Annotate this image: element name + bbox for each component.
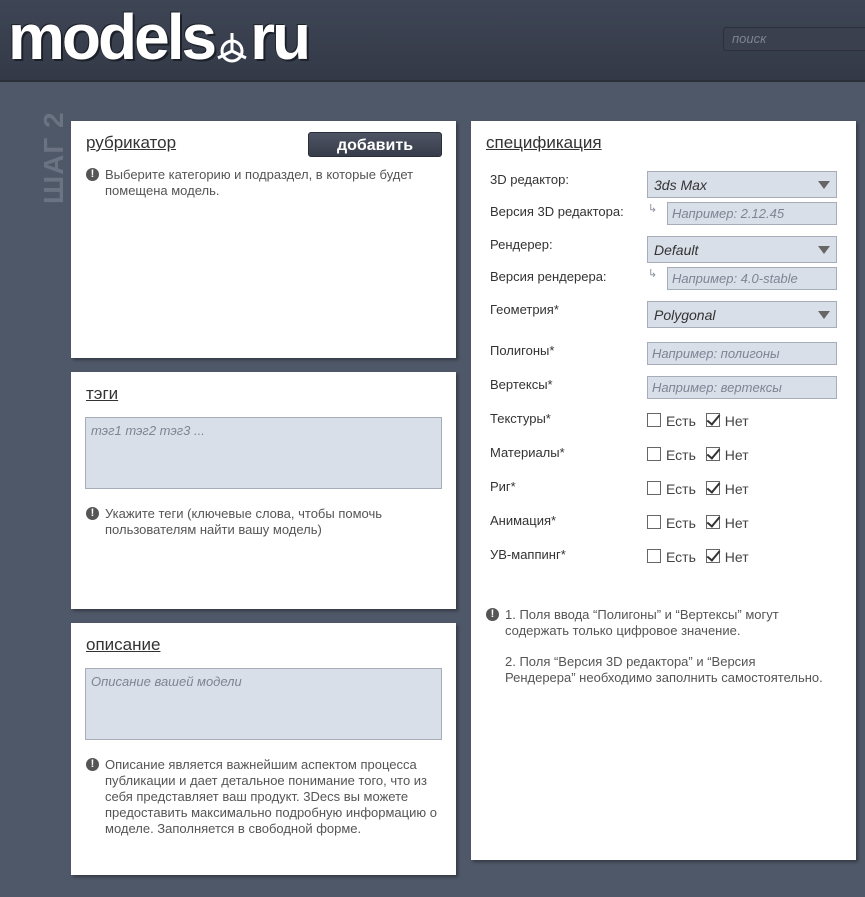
dropdown-arrow-icon [818,311,830,319]
add-category-button[interactable]: добавить [308,132,442,157]
textures-label: Текстуры* [490,411,551,426]
editor-version-input[interactable]: Например: 2.12.45 [667,202,837,225]
rubricator-title: рубрикатор [86,133,177,152]
specification-panel [471,121,856,860]
vertices-label: Вертексы* [490,377,553,392]
materials-yes-checkbox[interactable] [647,447,661,461]
no-label: Нет [724,549,749,566]
tags-title: тэги [86,384,119,403]
yes-label: Есть [666,447,696,464]
dropdown-arrow-icon [818,181,830,189]
renderer-version-label: Версия рендерера: [490,269,607,284]
rig-no-checkbox[interactable] [706,481,720,495]
animation-no-checkbox[interactable] [706,515,720,529]
note-1: 1. Поля ввода “Полигоны” и “Вертексы” могут содержать только цифровое значение. [505,607,779,638]
logo-text-ru: ru [250,1,309,73]
uv-mapping-options [647,548,755,565]
renderer-select[interactable] [647,236,837,263]
renderer-label: Рендерер: [490,237,553,252]
textures-no-checkbox[interactable] [706,413,720,427]
info-icon: ! [86,168,99,181]
editor-select-value: 3ds Max [654,177,707,193]
renderer-select-value: Default [654,242,699,258]
materials-options [647,446,755,463]
sub-arrow-icon: ↳ [648,203,658,215]
note-2: 2. Поля “Версия 3D редактора” и “Версия Рендерера” необходимо заполнить самостоятельно. [505,654,823,685]
no-label: Нет [724,413,749,430]
uv-mapping-label: УВ-маппинг* [490,547,566,562]
specification-title: спецификация [486,133,602,152]
editor-select[interactable] [647,171,837,198]
info-icon: ! [486,608,499,621]
materials-label: Материалы* [490,445,565,460]
tags-textarea[interactable]: тэг1 тэг2 тэг3 ... [85,417,442,489]
search-input[interactable]: поиск [723,27,865,51]
dropdown-arrow-icon [818,246,830,254]
renderer-version-input[interactable]: Например: 4.0-stable [667,267,837,290]
polygons-label: Полигоны* [490,343,555,358]
uv-mapping-yes-checkbox[interactable] [647,549,661,563]
site-logo[interactable] [8,2,308,72]
rig-label: Риг* [490,479,516,494]
materials-no-checkbox[interactable] [706,447,720,461]
textures-options [647,412,755,429]
description-hint-text: Описание является важнейшим аспектом процесса публикации и дает детальное понимание того, что из себя представляет ваш продукт. 3Decs вы можете предоставить максимально подробную информацию о моделе. Заполняется в свободной форме. [105,757,437,836]
textures-yes-checkbox[interactable] [647,413,661,427]
polygons-input[interactable]: Например: полигоны [647,342,837,365]
description-textarea[interactable]: Описание вашей модели [85,668,442,740]
step-label [36,111,70,210]
specification-notes [486,607,826,701]
geometry-select[interactable] [647,301,837,328]
no-label: Нет [724,447,749,464]
yes-label: Есть [666,413,696,430]
animation-yes-checkbox[interactable] [647,515,661,529]
geometry-select-value: Polygonal [654,307,716,323]
yes-label: Есть [666,515,696,532]
animation-label: Анимация* [490,513,557,528]
header [0,0,865,82]
info-icon: ! [86,758,99,771]
rig-yes-checkbox[interactable] [647,481,661,495]
geometry-label: Геометрия* [490,302,559,317]
uv-mapping-no-checkbox[interactable] [706,549,720,563]
no-label: Нет [724,481,749,498]
tags-hint-text: Укажите теги (ключевые слова, чтобы помочь пользователям найти вашу модель) [105,506,383,537]
editor-label: 3D редактор: [490,172,569,187]
rubricator-panel [71,121,456,358]
sub-arrow-icon: ↳ [648,268,658,280]
editor-version-label: Версия 3D редактора: [490,204,624,219]
logo-axis-icon [215,31,249,65]
yes-label: Есть [666,481,696,498]
logo-text-models: models [8,1,215,73]
animation-options [647,514,755,531]
rubricator-hint-text: Выберите категорию и подраздел, в которые будет помещена модель. [105,167,414,198]
description-title: описание [86,635,161,654]
yes-label: Есть [666,549,696,566]
tags-panel [71,372,456,609]
rig-options [647,480,755,497]
step-label-text: ШАГ 2 [38,111,69,204]
rubricator-hint [86,167,442,199]
vertices-input[interactable]: Например: вертексы [647,376,837,399]
tags-hint [86,506,442,538]
info-icon: ! [86,507,99,520]
description-panel [71,623,456,875]
description-hint [86,757,442,837]
no-label: Нет [724,515,749,532]
